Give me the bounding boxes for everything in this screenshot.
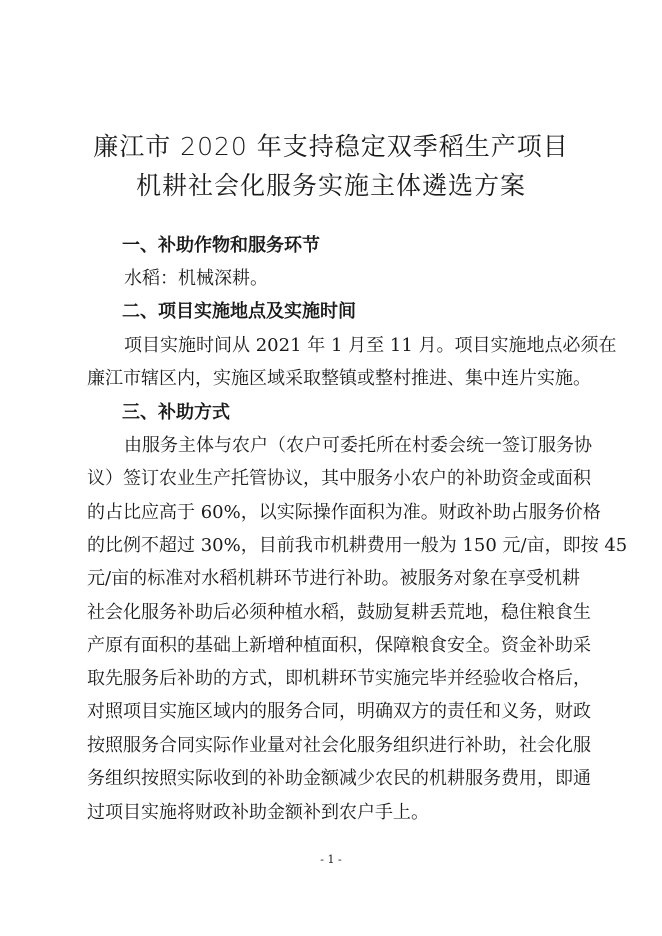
paragraph-line: 过项目实施将财政补助金额补到农户手上。	[87, 802, 429, 823]
document-title-line-2: 机耕社会化服务实施主体遴选方案	[135, 171, 526, 200]
paragraph-line: 的比例不超过 30%，目前我市机耕费用一般为 150 元/亩，即按 45	[87, 535, 628, 556]
paragraph-line: 由服务主体与农户（农户可委托所在村委会统一签订服务协	[124, 435, 592, 456]
section-heading: 二、项目实施地点及实施时间	[122, 301, 356, 322]
section-heading: 三、补助方式	[122, 402, 230, 423]
paragraph-line: 产原有面积的基础上新增种植面积，保障粮食安全。资金补助采	[87, 635, 591, 656]
paragraph-line: 元/亩的标准对水稻机耕环节进行补助。被服务对象在享受机耕	[87, 568, 580, 589]
paragraph-line: 务组织按照实际收到的补助金额减少农民的机耕服务费用，即通	[87, 768, 591, 789]
document-title-line-1: 廉江市 2020 年支持稳定双季稻生产项目	[93, 132, 569, 161]
paragraph-line: 取先服务后补助的方式，即机耕环节实施完毕并经验收合格后，	[87, 668, 591, 689]
paragraph-line: 对照项目实施区域内的服务合同，明确双方的责任和义务，财政	[87, 701, 591, 722]
paragraph-line: 议）签订农业生产托管协议，其中服务小农户的补助资金或面积	[87, 468, 591, 489]
paragraph-line: 的占比应高于 60%，以实际操作面积为准。财政补助占服务价格	[87, 502, 601, 523]
paragraph-line: 社会化服务补助后必须种植水稻，鼓励复耕丢荒地，稳住粮食生	[87, 602, 591, 623]
section-heading: 一、补助作物和服务环节	[122, 235, 320, 256]
paragraph-line: 水稻：机械深耕。	[124, 268, 268, 289]
paragraph-line: 廉江市辖区内，实施区域采取整镇或整村推进、集中连片实施。	[87, 368, 591, 389]
page-number: - 1 -	[320, 853, 342, 866]
paragraph-line: 项目实施时间从 2021 年 1 月至 11 月。项目实施地点必须在	[124, 335, 617, 356]
paragraph-line: 按照服务合同实际作业量对社会化服务组织进行补助，社会化服	[87, 735, 591, 756]
